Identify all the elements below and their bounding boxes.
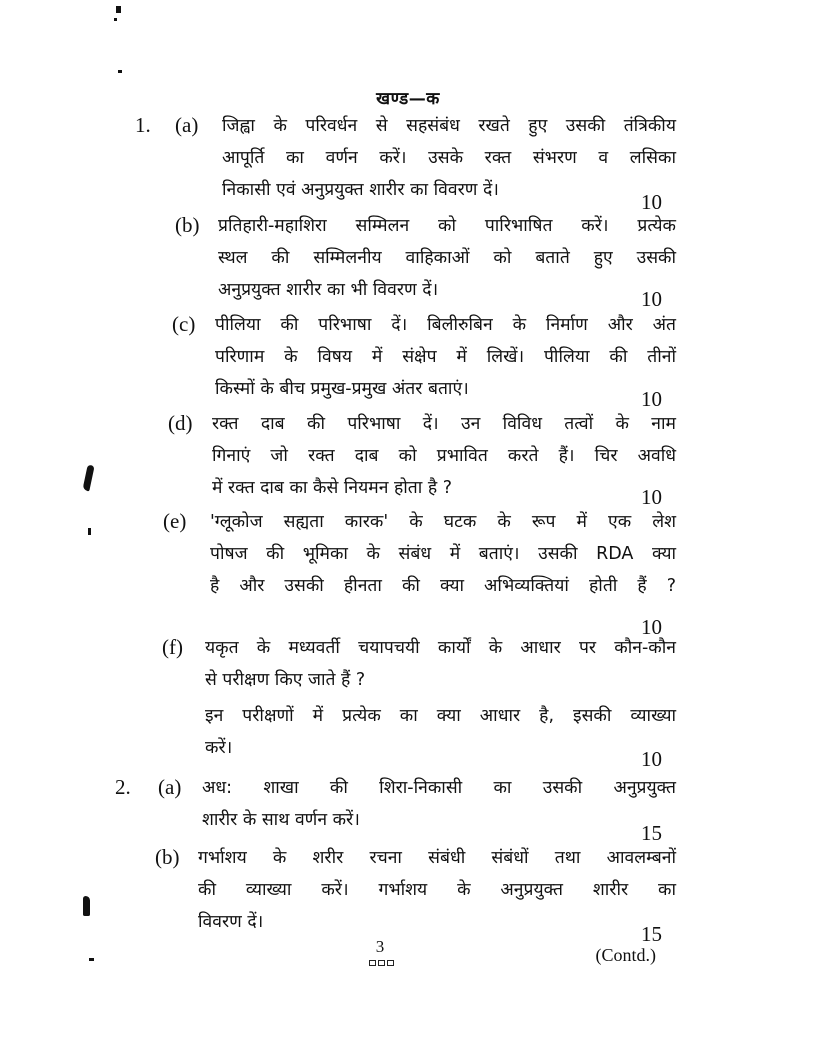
text-line: से परीक्षण किए जाते हैं ?	[205, 670, 366, 690]
question-text	[212, 408, 676, 504]
marks: 10	[641, 615, 662, 639]
text-line: यकृत के मध्यवर्ती चयापचयी कार्यों के आधार पर कौन-कौन	[205, 638, 676, 658]
question-text	[210, 506, 676, 602]
text-line: 'ग्लूकोज सह्यता कारक' के घटक के रूप में एक लेश	[210, 512, 676, 532]
text-line: अनुप्रयुक्त शारीर का भी विवरण दें।	[218, 280, 439, 300]
text-line: विवरण दें।	[198, 912, 264, 932]
question-number: 2.	[115, 775, 131, 799]
marks: 10	[641, 485, 662, 509]
text-line: अध: शाखा की शिरा-निकासी का उसकी अनुप्रयुक्त	[202, 778, 676, 798]
part-label: (c)	[172, 312, 196, 336]
marks: 10	[641, 287, 662, 311]
page-ornament-icon	[369, 960, 394, 966]
text-line: जिह्वा के परिवर्धन से सहसंबंध रखते हुए उसकी तंत्रिकीय	[222, 116, 676, 136]
text-line: में रक्त दाब का कैसे नियमन होता है ?	[212, 478, 453, 498]
text-line: इन परीक्षणों में प्रत्येक का क्या आधार है, इसकी व्याख्या	[205, 706, 676, 726]
text-line: प्रतिहारी-महाशिरा सम्मिलन को पारिभाषित करें। प्रत्येक	[218, 216, 676, 236]
scan-speck	[114, 18, 117, 21]
question-number: 1.	[135, 113, 151, 137]
text-line: गर्भाशय के शरीर रचना संबंधी संबंधों तथा आवलम्बनों	[198, 848, 676, 868]
text-line: शारीर के साथ वर्णन करें।	[202, 810, 360, 830]
part-label: (d)	[168, 411, 193, 435]
text-line: किस्मों के बीच प्रमुख-प्रमुख अंतर बताएं।	[215, 379, 469, 399]
page-number: 3	[375, 937, 385, 956]
marks: 10	[641, 747, 662, 771]
marks: 15	[641, 821, 662, 845]
text-line: की व्याख्या करें। गर्भाशय के अनुप्रयुक्त शारीर का	[198, 880, 676, 900]
part-label: (a)	[158, 775, 182, 799]
text-line: गिनाएं जो रक्त दाब को प्रभावित करते हैं। चिर अवधि	[212, 446, 676, 466]
scan-speck	[83, 896, 90, 916]
text-line: करें।	[205, 738, 233, 758]
question-text	[205, 632, 676, 696]
part-label: (f)	[162, 635, 183, 659]
text-line: स्थल की सम्मिलनीय वाहिकाओं को बताते हुए उसकी	[218, 248, 676, 268]
question-text	[205, 700, 676, 764]
text-line: आपूर्ति का वर्णन करें। उसके रक्त संभरण व लसिका	[222, 148, 676, 168]
marks: 10	[641, 190, 662, 214]
question-text	[222, 110, 676, 206]
marks: 15	[641, 922, 662, 946]
continued-label: (Contd.)	[595, 945, 656, 965]
scan-speck	[88, 528, 91, 535]
text-line: निकासी एवं अनुप्रयुक्त शारीर का विवरण दें।	[222, 180, 499, 200]
text-line: परिणाम के विषय में संक्षेप में लिखें। पीलिया की तीनों	[215, 347, 676, 367]
scan-speck	[118, 70, 122, 73]
part-label: (e)	[163, 509, 187, 533]
scan-speck	[116, 6, 121, 13]
marks: 10	[641, 387, 662, 411]
part-label: (b)	[175, 213, 200, 237]
scan-speck	[89, 958, 94, 961]
text-line: पोषज की भूमिका के संबंध में बताएं। उसकी RDA क्या	[210, 544, 676, 564]
part-label: (a)	[175, 113, 199, 137]
part-label: (b)	[155, 845, 180, 869]
text-line: पीलिया की परिभाषा दें। बिलीरुबिन के निर्माण और अंत	[215, 315, 676, 335]
text-line: है और उसकी हीनता की क्या अभिव्यक्तियां होती हैं ?	[210, 576, 676, 596]
section-title: खण्ड—क	[376, 89, 440, 109]
question-text	[218, 210, 676, 306]
scan-speck	[82, 465, 94, 492]
question-text	[215, 309, 676, 405]
text-line: रक्त दाब की परिभाषा दें। उन विविध तत्वों के नाम	[212, 414, 676, 434]
question-text	[198, 842, 676, 938]
question-text	[202, 772, 676, 836]
